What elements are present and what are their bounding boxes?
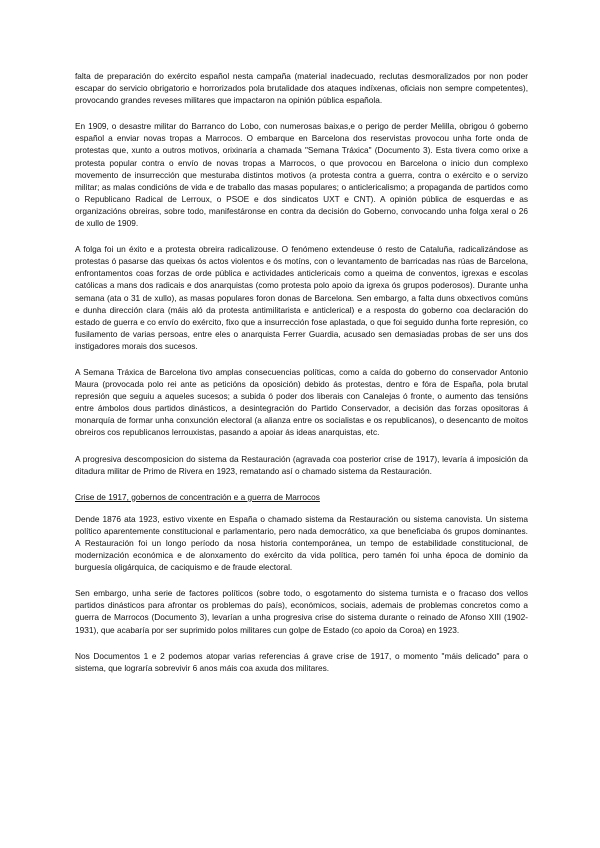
paragraph-4: A Semana Tráxica de Barcelona tivo amplas consecuencias políticas, como a caída do goberno do conservador Antonio Maura (provocada polo rei ante as peticións da oposición) debido ás protestas, dentro e fóra de España, pola brutal represión que seguiu a aqueles sucesos; a subida ó poder dos liberais con Canalejas ó fronte, o aumento das tensións entre ámbolos dous partidos dinásticos, a desintegración do Partido Conservador, a decisión das forzas opositoras á monarquía de formar unha conxunción electoral (a alianza entre os socialistas e os republicanos), o desencanto de moitos obreiros cos republicanos lerrouxistas, pasando a apoiar ás ideas anarquistas, etc. <box>75 366 528 438</box>
paragraph-2: En 1909, o desastre militar do Barranco do Lobo, con numerosas baixas,e o perigo de perder Melilla, obrigou ó goberno español a enviar novas tropas a Marrocos. O embarque en Barcelona dos reservistas provocou unha forte onda de protestas que, xunto a outros motivos, orixinaría a chamada "Semana Tráxica" (Documento 3). Esta tivera como orixe a protesta popular contra o envío de novas tropas a Marrocos, o que provocou en Barcelona o inicio dun complexo movemento de insurrección que mesturaba distintos motivos (a protesta contra a guerra, contra o exército e o servizo militar; as malas condicións de vida e de traballo das masas populares; o anticlericalismo; a propaganda de partidos como o Republicano Radical de Lerroux, o PSOE e dos sindicatos UXT e CNT). A opinión pública de esquerdas e as organizacións obreiras, sobre todo, manifestáronse en contra da decisión do Goberno, convocando unha folga xeral o 26 de xullo de 1909. <box>75 121 528 229</box>
paragraph-1: falta de preparación do exército español nesta campaña (material inadecuado, reclutas desmoralizados por non poder escapar do servicio obrigatorio e horrorizados pola brutalidade dos ataques indíxenas, oficiais non sempre competentes), provocando grandes reveses militares que impactaron na opinión pública española. <box>75 71 528 106</box>
paragraph-6: Dende 1876 ata 1923, estivo vixente en España o chamado sistema da Restauración ou sistema canovista. Un sistema político aparentemente constitucional e parlamentario, pero nada democrático, xa que beneficiaba ós grupos dominantes. A Restauración foi un longo período da nosa historia contemporánea, un tempo de estabilidade constitucional, de modernización económica e de alonxamento do exército da vida política, pero tamén foi unha época de dominio da burguesía oligárquica, de caciquismo e de fraude electoral. <box>75 513 528 573</box>
section-heading: Crise de 1917, gobernos de concentración e a guerra de Marrocos <box>75 491 320 502</box>
paragraph-3: A folga foi un éxito e a protesta obreira radicalizouse. O fenómeno extendeuse ó resto de Cataluña, radicalizándose as protestas ó pasarse das queixas ós actos violentos e ós motíns, con o levantamento de barricadas nas rúas de Barcelona, enfrontamentos coas forzas de orde pública e actividades anticlericais como a queima de conventos, igrexas e escolas católicas a mans dos radicais e dos anarquistas (como protesta polo apoio da igrexa ós grupos poderosos). Durante unha semana (ata o 31 de xullo), as masas populares foron donas de Barcelona. Sen embargo, a falta duns obxectivos comúns e dunha dirección clara (máis aló da protesta antimilitarista e anticlerical) e a resposta do goberno coa declaración do estado de guerra e co envío do exército, fixo que a insurrección fose aplastada, o que foi seguido dunha forte represión, co fusilamento de varias persoas, entre eles o anarquista Ferrer Guardia, acusado sen demasiadas probas de ser uns dos instigadores morais dos sucesos. <box>75 244 528 351</box>
paragraph-5: A progresiva descomposicion do sistema da Restauración (agravada coa posterior crise de 1917), levaría á imposición da ditadura militar de Primo de Rivera en 1923, rematando así o chamado sistema da Restauración. <box>75 453 528 476</box>
paragraph-7: Sen embargo, unha serie de factores políticos (sobre todo, o esgotamento do sistema turnista e o fracaso dos vellos partidos dinásticos para afrontar os problemas do país), económicos, sociais, ademais de problemas concretos como a guerra de Marrocos (Documento 3), levarían a unha progresiva crise do sistema durante o reinado de Afonso XIII (1902-1931), que acabaría por ser suprimido polos militares cun golpe de Estado (co apoio da Coroa) en 1923. <box>75 588 528 635</box>
document-body <box>75 70 528 688</box>
paragraph-8: Nos Documentos 1 e 2 podemos atopar varias referencias á grave crise de 1917, o momento "máis delicado" para o sistema, que lograría sobrevivir 6 anos máis coa axuda dos militares. <box>75 650 528 673</box>
